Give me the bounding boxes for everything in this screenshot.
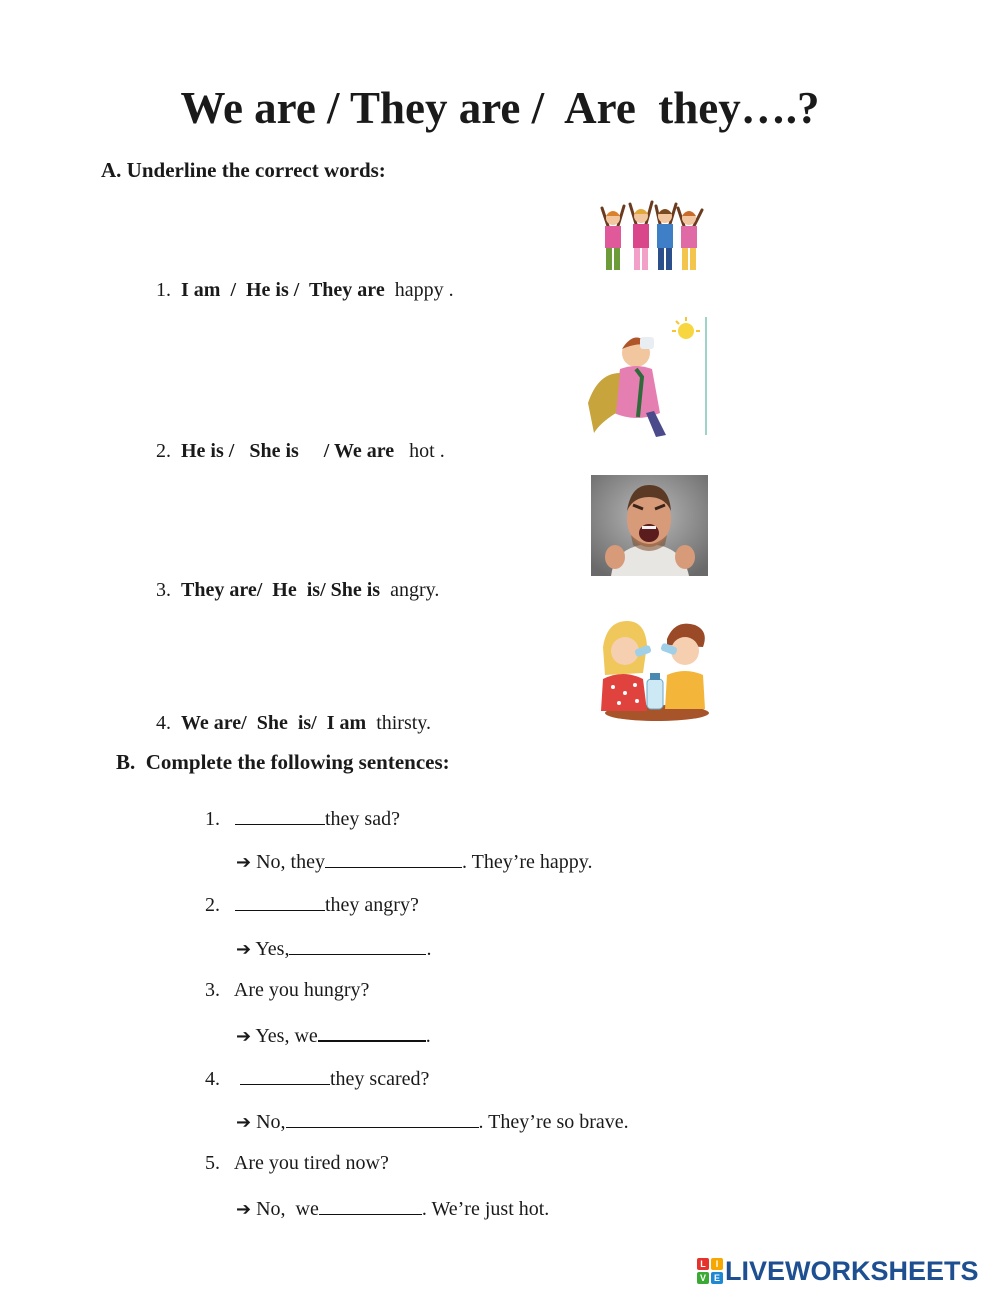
logo-text: LIVEWORKSHEETS [725, 1255, 979, 1286]
item-options[interactable]: He is / She is / We are [181, 440, 395, 462]
exercise-a-item-4 [146, 689, 431, 735]
item-number: 3. [205, 979, 220, 1001]
page-title: We are / They are / Are they….? [180, 83, 820, 133]
happy-children-picture [598, 196, 710, 278]
item-rest: angry. [390, 579, 440, 601]
logo-letter: L [700, 1259, 706, 1269]
item-rest: happy . [394, 279, 454, 301]
exercise-b-question-1 [205, 806, 400, 831]
blank-input[interactable] [319, 1196, 422, 1215]
item-options[interactable]: I am / He is / They are [181, 279, 385, 301]
blank-input[interactable] [240, 1066, 330, 1085]
item-number: 4. [205, 1068, 220, 1090]
answer-suffix: . [425, 1025, 431, 1047]
answer-prefix: No, [256, 1111, 286, 1133]
exercise-b-question-5 [205, 1152, 389, 1175]
answer-prefix: Yes, we [255, 1025, 318, 1047]
answer-suffix: . They’re happy. [461, 851, 593, 873]
question-text: they angry? [325, 894, 419, 916]
section-a-heading: A. Underline the correct words: [101, 158, 386, 182]
exercise-a-item-1 [146, 256, 454, 302]
item-number: 2. [156, 440, 171, 462]
item-number: 5. [205, 1152, 220, 1174]
item-rest: thirsty. [376, 712, 432, 734]
item-number: 3. [156, 579, 171, 601]
thirsty-kids-picture [597, 617, 715, 721]
liveworksheets-logo [697, 1256, 979, 1286]
exercise-b-question-2 [205, 892, 419, 917]
angry-man-picture [591, 475, 708, 576]
exercise-b-answer-1 [236, 849, 593, 874]
exercise-a-item-2 [146, 417, 445, 463]
arrow-right-icon: ➔ [236, 1026, 252, 1047]
hot-man-picture [584, 313, 712, 439]
arrow-right-icon: ➔ [236, 1199, 252, 1220]
answer-prefix: No, they [256, 851, 325, 873]
logo-squares-icon [697, 1258, 723, 1284]
arrow-right-icon: ➔ [236, 939, 252, 960]
section-b-heading: B. Complete the following sentences: [116, 750, 450, 774]
answer-suffix: . We’re just hot. [421, 1198, 550, 1220]
question-text: Are you hungry? [233, 979, 370, 1001]
item-options[interactable]: They are/ He is/ She is [181, 579, 381, 601]
blank-input[interactable] [289, 936, 426, 955]
question-text: they sad? [325, 808, 400, 830]
logo-letter: V [699, 1273, 707, 1283]
blank-input[interactable] [286, 1109, 479, 1128]
exercise-b-answer-3 [236, 1022, 431, 1048]
exercise-b-question-3 [205, 979, 369, 1002]
exercise-b-answer-2 [236, 936, 431, 961]
blank-input[interactable] [318, 1022, 426, 1042]
arrow-right-icon: ➔ [236, 1112, 252, 1133]
item-number: 1. [156, 279, 171, 301]
item-number: 1. [205, 808, 220, 830]
blank-input[interactable] [325, 849, 462, 868]
answer-prefix: No, we [256, 1198, 319, 1220]
exercise-b-question-4 [205, 1066, 429, 1091]
question-text: they scared? [330, 1068, 430, 1090]
answer-prefix: Yes, [255, 938, 290, 960]
logo-letter: E [713, 1273, 721, 1283]
item-rest: hot . [409, 440, 445, 462]
question-text: Are you tired now? [233, 1152, 389, 1174]
answer-suffix: . [426, 938, 432, 960]
exercise-b-answer-4 [236, 1109, 629, 1134]
blank-input[interactable] [235, 892, 325, 911]
blank-input[interactable] [235, 806, 325, 825]
item-number: 2. [205, 894, 220, 916]
answer-suffix: . They’re so brave. [478, 1111, 629, 1133]
item-number: 4. [156, 712, 171, 734]
arrow-right-icon: ➔ [236, 852, 252, 873]
logo-letter: I [715, 1259, 719, 1269]
exercise-a-item-3 [146, 556, 439, 602]
item-options[interactable]: We are/ She is/ I am [181, 712, 367, 734]
exercise-b-answer-5 [236, 1196, 549, 1221]
